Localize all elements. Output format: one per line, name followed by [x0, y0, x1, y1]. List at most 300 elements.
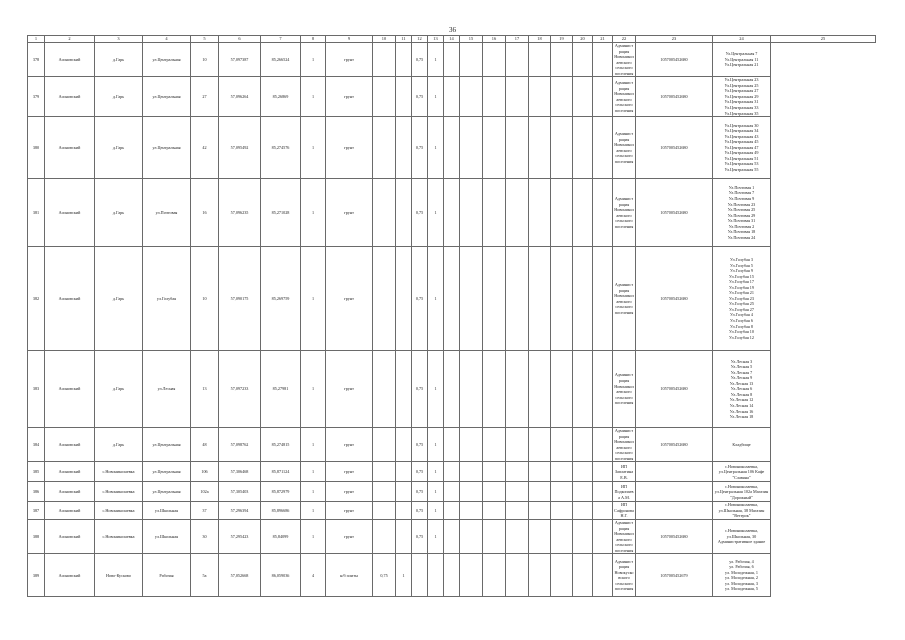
- col14-cell: 1: [428, 428, 444, 462]
- col14-cell: 1: [428, 520, 444, 554]
- empty-cell: [551, 77, 573, 117]
- empty-cell: [460, 428, 483, 462]
- address-line: Ул.Голубая 15: [729, 273, 754, 279]
- address-line: Ул.Почтовая 29: [727, 212, 756, 218]
- ogrn-cell: [636, 482, 713, 502]
- empty-cell: [593, 482, 613, 502]
- address-line: Ул.Лесная 5: [730, 364, 753, 370]
- empty-cell: [573, 77, 593, 117]
- settlement-cell: д.Гарь: [95, 43, 143, 77]
- street-cell: ул.Центральная: [143, 428, 191, 462]
- address-line: Ул.Центральная 21: [724, 62, 759, 68]
- street-cell: ул.Почтовая: [143, 179, 191, 247]
- house-cell: 102а: [191, 482, 219, 502]
- container-count-cell: 1: [301, 520, 326, 554]
- empty-cell: [506, 247, 529, 351]
- empty-cell: [573, 43, 593, 77]
- column-number-cell: 21: [593, 36, 613, 43]
- ogrn-cell: 1057005452680: [636, 77, 713, 117]
- address-line: Ул.Лесная 3: [730, 358, 753, 364]
- district-cell: Асиновский: [45, 43, 95, 77]
- ogrn-cell: [636, 502, 713, 520]
- address-line: Ул.Центральная 55: [724, 167, 759, 173]
- table-row: [28, 482, 876, 502]
- row-number-cell: 379: [28, 77, 45, 117]
- container-count-cell: 1: [301, 462, 326, 482]
- address-line: Ул.Центральная 43: [724, 133, 759, 139]
- address-line: Ул.Почтовая 18: [727, 229, 756, 235]
- empty-cell: [529, 502, 551, 520]
- settlement-cell: Ново-Кусково: [95, 554, 143, 597]
- empty-cell: [551, 428, 573, 462]
- empty-cell: [593, 247, 613, 351]
- district-cell: Асиновский: [45, 351, 95, 428]
- street-cell: ул.Центральная: [143, 482, 191, 502]
- empty-cell: [483, 462, 506, 482]
- empty-cell: [593, 117, 613, 179]
- empty-cell: [460, 554, 483, 597]
- surface-cell: грунт: [326, 43, 373, 77]
- row-number-cell: 384: [28, 428, 45, 462]
- area-cell: 0,75: [412, 482, 428, 502]
- address-line: Ул.Центральная 7: [725, 51, 758, 57]
- col12-cell: [396, 428, 412, 462]
- column-number-cell: 5: [191, 36, 219, 43]
- empty-cell: [506, 117, 529, 179]
- empty-cell: [529, 247, 551, 351]
- container-count-cell: 1: [301, 117, 326, 179]
- house-cell: 10: [191, 43, 219, 77]
- row-number-cell: 385: [28, 462, 45, 482]
- address-line: ул. Молодежная, 2: [725, 575, 758, 581]
- address-line: Ул.Голубая 17: [729, 279, 754, 285]
- column-number-cell: 9: [326, 36, 373, 43]
- latitude-cell: 57,097387: [219, 43, 261, 77]
- street-cell: ул.Центральная: [143, 117, 191, 179]
- street-cell: ул.Голубая: [143, 247, 191, 351]
- address-line: Ул.Центральная 29: [724, 93, 759, 99]
- empty-cell: [506, 482, 529, 502]
- container-count-cell: 1: [301, 428, 326, 462]
- registry-table-body: [28, 36, 876, 597]
- empty-cell: [573, 428, 593, 462]
- col14-cell: 1: [428, 77, 444, 117]
- owner-cell: Администрация Новониколаевского сельского поселения: [613, 247, 636, 351]
- settlement-cell: д.Гарь: [95, 351, 143, 428]
- settlement-cell: д.Гарь: [95, 179, 143, 247]
- address-line: Ул.Центральная 30: [724, 122, 759, 128]
- house-cell: 48: [191, 428, 219, 462]
- column-number-cell: 16: [483, 36, 506, 43]
- latitude-cell: 57,096264: [219, 77, 261, 117]
- column-number-cell: 8: [301, 36, 326, 43]
- col12-cell: [396, 247, 412, 351]
- container-count-cell: 1: [301, 179, 326, 247]
- surface-cell: грунт: [326, 179, 373, 247]
- street-cell: ул.Центральная: [143, 43, 191, 77]
- latitude-cell: 57,052668: [219, 554, 261, 597]
- empty-cell: [483, 482, 506, 502]
- container-count-cell: 1: [301, 247, 326, 351]
- header-row: [28, 36, 876, 43]
- area-cell: 0,75: [412, 117, 428, 179]
- address-line: Ул.Центральная 25: [724, 82, 759, 88]
- area-cell: 0,75: [412, 462, 428, 482]
- latitude-cell: 57,097233: [219, 351, 261, 428]
- address-line: ул. Молодежная, 5: [725, 586, 758, 592]
- table-row: [28, 554, 876, 597]
- latitude-cell: 57,295423: [219, 520, 261, 554]
- address-line: Ул.Почтовая 7: [728, 190, 755, 196]
- owner-cell: Администрация Новониколаевского сельского поселения: [614, 520, 634, 553]
- empty-cell: [573, 502, 593, 520]
- address-line: Ул.Лесная 18: [729, 414, 754, 420]
- empty-cell: [573, 247, 593, 351]
- empty-cell: [460, 247, 483, 351]
- latitude-cell: 57,305403: [219, 482, 261, 502]
- column-number-cell: 11: [396, 36, 412, 43]
- served-addresses-cell: [713, 351, 771, 428]
- container-count-cell: 1: [301, 482, 326, 502]
- empty-cell: [460, 117, 483, 179]
- empty-cell: [529, 482, 551, 502]
- address-line: Ул.Центральная 33: [724, 105, 759, 111]
- empty-cell: [483, 351, 506, 428]
- empty-cell: [573, 351, 593, 428]
- longitude-cell: 85,274815: [261, 428, 301, 462]
- served-addresses-cell: [713, 247, 771, 351]
- column-number-cell: 17: [506, 36, 529, 43]
- empty-cell: [444, 520, 460, 554]
- table-row: [28, 77, 876, 117]
- row-number-cell: 382: [28, 247, 45, 351]
- row-number-cell: 383: [28, 351, 45, 428]
- area-cell: [412, 554, 428, 597]
- empty-cell: [593, 502, 613, 520]
- area-cell: 0,75: [412, 351, 428, 428]
- empty-cell: [529, 351, 551, 428]
- ogrn-cell: [636, 462, 713, 482]
- surface-cell: н/б плиты: [326, 554, 373, 597]
- row-number-cell: 389: [28, 554, 45, 597]
- latitude-cell: 57,096235: [219, 179, 261, 247]
- address-line: Ул.Центральная 45: [724, 139, 759, 145]
- empty-cell: [444, 554, 460, 597]
- row-number-cell: 378: [28, 43, 45, 77]
- empty-cell: [593, 428, 613, 462]
- table-row: [28, 502, 876, 520]
- house-cell: 42: [191, 117, 219, 179]
- col14-cell: 1: [428, 117, 444, 179]
- column-number-cell: 4: [143, 36, 191, 43]
- col14-cell: 1: [428, 462, 444, 482]
- address-line: Ул.Голубая 10: [729, 329, 754, 335]
- empty-cell: [551, 482, 573, 502]
- house-cell: 37: [191, 502, 219, 520]
- column-number-cell: 13: [428, 36, 444, 43]
- empty-cell: [444, 179, 460, 247]
- registry-table: [27, 35, 876, 597]
- col12-cell: [396, 117, 412, 179]
- col14-cell: 1: [428, 43, 444, 77]
- house-cell: 30: [191, 520, 219, 554]
- col11-cell: [373, 462, 396, 482]
- empty-cell: [593, 351, 613, 428]
- empty-cell: [460, 179, 483, 247]
- surface-cell: грунт: [326, 462, 373, 482]
- col14-cell: 1: [428, 502, 444, 520]
- empty-cell: [573, 179, 593, 247]
- district-cell: Асиновский: [45, 520, 95, 554]
- empty-cell: [444, 43, 460, 77]
- owner-cell: ИП Заплатина Е.В.: [613, 462, 636, 482]
- empty-cell: [551, 351, 573, 428]
- empty-cell: [551, 502, 573, 520]
- owner-cell: Администрация Новониколаевского сельского поселения: [613, 77, 636, 117]
- empty-cell: [483, 554, 506, 597]
- page-number: 36: [449, 26, 456, 34]
- table-row: [28, 247, 876, 351]
- column-number-cell: 3: [95, 36, 143, 43]
- empty-cell: [551, 520, 573, 554]
- area-cell: 0,75: [412, 43, 428, 77]
- settlement-cell: с.Новониколаевка: [95, 502, 143, 520]
- col11-cell: [373, 247, 396, 351]
- col11-cell: [373, 77, 396, 117]
- empty-cell: [529, 520, 551, 554]
- ogrn-cell: 1057005452679: [636, 554, 713, 597]
- container-count-cell: 1: [301, 502, 326, 520]
- empty-cell: [506, 520, 529, 554]
- address-line: Ул.Голубая 27: [729, 306, 754, 312]
- address-line: ул. Рабочая, 6: [729, 564, 754, 570]
- col12-cell: [396, 502, 412, 520]
- empty-cell: [444, 482, 460, 502]
- ogrn-cell: 1057005452680: [636, 428, 713, 462]
- house-cell: 13: [191, 351, 219, 428]
- empty-cell: [529, 462, 551, 482]
- longitude-cell: 85,872979: [261, 482, 301, 502]
- address-line: Ул.Почтовая 31: [727, 218, 756, 224]
- empty-cell: [506, 554, 529, 597]
- surface-cell: грунт: [326, 482, 373, 502]
- address-line: с.Новониколаевка, ул.Центральная 102а Магазин "Дорожный": [714, 483, 769, 500]
- empty-cell: [460, 43, 483, 77]
- empty-cell: [529, 179, 551, 247]
- empty-cell: [593, 179, 613, 247]
- empty-cell: [483, 77, 506, 117]
- column-number-cell: 14: [444, 36, 460, 43]
- district-cell: Асиновский: [45, 502, 95, 520]
- served-addresses-cell: [713, 43, 771, 77]
- address-line: Ул.Голубая 23: [729, 295, 754, 301]
- empty-cell: [460, 502, 483, 520]
- empty-cell: [483, 117, 506, 179]
- address-line: Ул.Лесная 9: [730, 375, 753, 381]
- empty-cell: [551, 43, 573, 77]
- address-line: Ул.Голубая 21: [729, 290, 754, 296]
- empty-cell: [529, 117, 551, 179]
- street-cell: ул.Центральная: [143, 462, 191, 482]
- address-line: Ул.Лесная 6: [730, 386, 753, 392]
- row-number-cell: 381: [28, 179, 45, 247]
- empty-cell: [593, 554, 613, 597]
- area-cell: 0,75: [412, 502, 428, 520]
- col12-cell: [396, 179, 412, 247]
- address-line: Ул.Голубая 3: [730, 257, 753, 262]
- settlement-cell: д.Гарь: [95, 77, 143, 117]
- col12-cell: [396, 482, 412, 502]
- street-cell: ул.Лесная: [143, 351, 191, 428]
- col14-cell: 1: [428, 482, 444, 502]
- address-line: Ул.Почтовая 25: [727, 207, 756, 213]
- empty-cell: [444, 117, 460, 179]
- address-line: Ул.Почтовая 23: [727, 201, 756, 207]
- col11-cell: [373, 117, 396, 179]
- row-number-cell: 380: [28, 117, 45, 179]
- empty-cell: [506, 351, 529, 428]
- settlement-cell: д.Гарь: [95, 117, 143, 179]
- district-cell: Асиновский: [45, 554, 95, 597]
- address-line: Ул.Почтовая 24: [727, 234, 756, 240]
- empty-cell: [444, 77, 460, 117]
- column-number-cell: 15: [460, 36, 483, 43]
- address-line: Ул.Почтовая 2: [728, 223, 755, 229]
- owner-cell: Администрация Новониколаевского сельского поселения: [613, 179, 636, 247]
- served-addresses-cell: [713, 482, 771, 502]
- district-cell: Асиновский: [45, 482, 95, 502]
- street-cell: ул.Центральная: [143, 77, 191, 117]
- col12-cell: [396, 351, 412, 428]
- column-number-cell: 6: [219, 36, 261, 43]
- area-cell: 0,75: [412, 520, 428, 554]
- served-addresses-cell: [713, 462, 771, 482]
- area-cell: 0,75: [412, 428, 428, 462]
- address-line: Ул.Центральная 23: [724, 77, 759, 83]
- address-line: ул. Молодежная, 1: [725, 569, 758, 575]
- col11-cell: [373, 351, 396, 428]
- empty-cell: [529, 77, 551, 117]
- ogrn-cell: 1057005452680: [636, 117, 713, 179]
- table-row: [28, 462, 876, 482]
- empty-cell: [460, 462, 483, 482]
- address-line: Ул.Центральная 35: [724, 110, 759, 116]
- column-number-cell: 25: [771, 36, 876, 43]
- address-line: Ул.Лесная 13: [729, 380, 754, 386]
- col11-cell: [373, 482, 396, 502]
- served-addresses-cell: [713, 117, 771, 179]
- column-number-cell: 7: [261, 36, 301, 43]
- settlement-cell: д.Гарь: [95, 247, 143, 351]
- ogrn-cell: 1057005452680: [636, 247, 713, 351]
- served-addresses-cell: [713, 554, 771, 597]
- empty-cell: [573, 520, 593, 554]
- street-cell: ул.Школьная: [143, 520, 191, 554]
- latitude-cell: 57,296394: [219, 502, 261, 520]
- column-number-cell: 2: [45, 36, 95, 43]
- empty-cell: [573, 554, 593, 597]
- owner-cell: Администрация Новониколаевского сельского поселения: [614, 428, 634, 461]
- owner-cell: Администрация Новониколаевского сельского поселения: [613, 351, 636, 428]
- house-cell: 16: [191, 179, 219, 247]
- address-line: с.Новониколаевка, ул.Центральная 106 Кафе "Славяна": [718, 463, 765, 480]
- surface-cell: грунт: [326, 77, 373, 117]
- table-row: [28, 43, 876, 77]
- empty-cell: [506, 462, 529, 482]
- area-cell: 0,75: [412, 77, 428, 117]
- address-line: Ул.Центральная 47: [724, 144, 759, 150]
- table-row: [28, 179, 876, 247]
- empty-cell: [444, 351, 460, 428]
- col11-cell: [373, 502, 396, 520]
- longitude-cell: 85,269759: [261, 247, 301, 351]
- empty-cell: [551, 117, 573, 179]
- empty-cell: [573, 117, 593, 179]
- street-cell: ул.Школьная: [143, 502, 191, 520]
- longitude-cell: 85,27981: [261, 351, 301, 428]
- empty-cell: [460, 77, 483, 117]
- address-line: Ул.Центральная 51: [724, 155, 759, 161]
- address-line: с.Новониколаевка, ул.Школьная, 38 Магазин "Ветерок": [718, 502, 765, 519]
- address-line: Ул.Лесная 12: [729, 397, 754, 403]
- address-line: Ул.Лесная 8: [730, 391, 753, 397]
- address-line: Ул.Центральная 34: [724, 128, 759, 134]
- empty-cell: [551, 179, 573, 247]
- served-addresses-cell: [713, 77, 771, 117]
- col11-cell: [373, 179, 396, 247]
- served-addresses-cell: [713, 502, 771, 520]
- longitude-cell: 85,266524: [261, 43, 301, 77]
- empty-cell: [506, 502, 529, 520]
- address-line: Ул.Голубая 4: [730, 312, 753, 318]
- empty-cell: [551, 247, 573, 351]
- settlement-cell: д.Гарь: [95, 428, 143, 462]
- col12-cell: [396, 462, 412, 482]
- empty-cell: [460, 351, 483, 428]
- col11-cell: [373, 520, 396, 554]
- empty-cell: [529, 428, 551, 462]
- empty-cell: [529, 43, 551, 77]
- col11-cell: [373, 43, 396, 77]
- empty-cell: [444, 502, 460, 520]
- street-cell: Рабочая: [143, 554, 191, 597]
- row-number-cell: 387: [28, 502, 45, 520]
- empty-cell: [483, 247, 506, 351]
- address-line: Ул.Почтовая 9: [728, 195, 755, 201]
- empty-cell: [444, 247, 460, 351]
- surface-cell: грунт: [326, 502, 373, 520]
- address-line: ул. Молодежная, 3: [725, 580, 758, 586]
- settlement-cell: с.Новониколаевка: [95, 482, 143, 502]
- address-line: Ул.Голубая 25: [729, 301, 754, 307]
- surface-cell: грунт: [326, 428, 373, 462]
- ogrn-cell: 1057005452680: [636, 43, 713, 77]
- latitude-cell: 57,095492: [219, 117, 261, 179]
- owner-cell: Администрация Новониколаевского сельского поселения: [613, 117, 636, 179]
- table-row: [28, 351, 876, 428]
- address-line: с.Новониколаевка, ул.Школьная, 30 Административное здание: [717, 528, 766, 545]
- address-line: Ул.Голубая 9: [730, 268, 753, 274]
- district-cell: Асиновский: [45, 179, 95, 247]
- row-number-cell: 386: [28, 482, 45, 502]
- longitude-cell: 86,059036: [261, 554, 301, 597]
- ogrn-cell: 1057005452680: [636, 179, 713, 247]
- longitude-cell: 85,871124: [261, 462, 301, 482]
- owner-cell: ИП Сафронова Н.Г.: [614, 502, 634, 519]
- ogrn-cell: 1057005452680: [636, 351, 713, 428]
- col14-cell: 1: [428, 351, 444, 428]
- container-count-cell: 4: [301, 554, 326, 597]
